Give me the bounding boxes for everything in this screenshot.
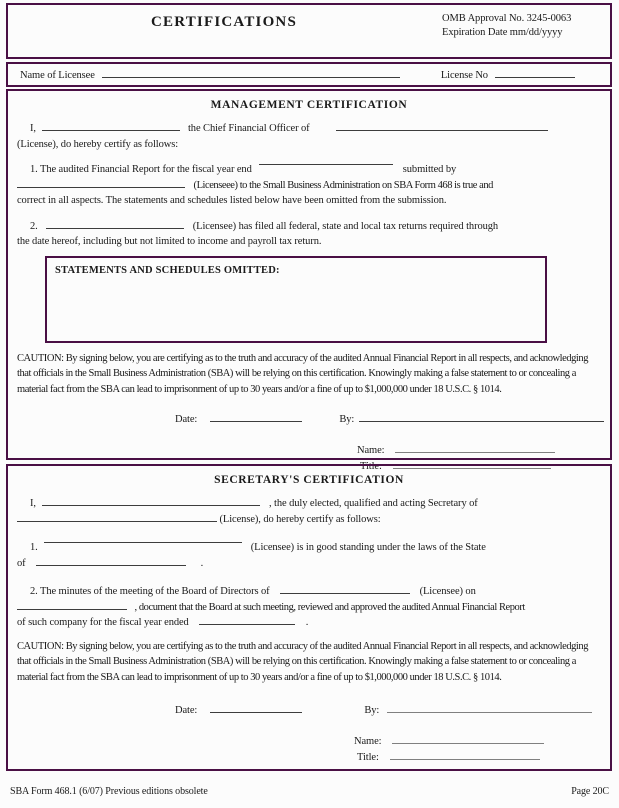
management-caution: CAUTION: By signing below, you are certifying as to the truth and accuracy of the audited Annual Financial Report in all respects, and acknowledging that officials in the Small Business Administration (SBA) will be relying on this certification. Knowingly making a false statement to or concealing a material fact from the SBA can lead to imprisonment of up to 30 years and/or a fine of up to $1,000,000 under 18 U.S.C. § 1014. — [17, 352, 589, 395]
management-item2-line2: the date hereof, including but not limited to income and payroll tax return. — [17, 236, 322, 247]
mgmt-license-name-field[interactable] — [336, 121, 548, 131]
management-name-row — [17, 443, 601, 458]
secretary-intro-line2 — [17, 512, 601, 528]
mgmt-date-field[interactable] — [210, 412, 302, 422]
item2-text-c: , document that the Board at such meeting, reviewed and approved the audited Annual Financial Report — [134, 601, 525, 613]
item1-number: 1. — [30, 542, 38, 553]
item1-text-b: submitted by — [402, 164, 457, 175]
item2-text-b: (Licensee) on — [419, 586, 476, 597]
by-label: By: — [364, 705, 380, 716]
secretary-heading: SECRETARY'S CERTIFICATION — [214, 474, 404, 486]
secretary-board-licensee-field[interactable] — [280, 584, 410, 594]
management-heading: MANAGEMENT CERTIFICATION — [210, 99, 408, 111]
intro-i-text: I, — [30, 123, 36, 134]
item1-text-a: 1. The audited Financial Report for the fiscal year end — [30, 164, 252, 175]
secretary-name-row — [17, 734, 601, 749]
page-number: Page 20C — [571, 786, 609, 797]
item1-period: . — [200, 557, 204, 569]
secretary-fiscal-year-field[interactable] — [199, 615, 295, 625]
management-section — [6, 89, 612, 472]
licensee-name-field[interactable] — [102, 68, 400, 78]
page-footer — [0, 786, 619, 797]
secretary-license-name-field[interactable] — [17, 512, 217, 522]
item1-text: (Licensee) is in good standing under the laws of the State — [250, 542, 486, 553]
secretary-date-field[interactable] — [210, 703, 302, 713]
management-signature-row — [17, 412, 601, 427]
secretary-intro-line1 — [17, 496, 601, 512]
title-label: Title: — [360, 461, 382, 472]
item2-text-d: of such company for the fiscal year ended — [17, 617, 189, 628]
management-intro-line2: (License), do hereby certify as follows: — [17, 138, 179, 150]
intro-cfo-text: the Chief Financial Officer of — [187, 123, 310, 134]
secretary-section — [6, 464, 612, 771]
item2-period: . — [305, 617, 309, 628]
secretary-item1-line2 — [17, 556, 601, 572]
date-label: Date: — [175, 414, 198, 425]
by-label: By: — [339, 414, 355, 425]
management-item1-line2 — [17, 178, 601, 194]
mgmt-name-field[interactable] — [395, 443, 555, 453]
secretary-by-signature-field[interactable] — [387, 703, 592, 713]
expiration-date: Expiration Date mm/dd/yyyy — [442, 27, 563, 38]
form-id: SBA Form 468.1 (6/07) Previous editions obsolete — [10, 786, 208, 797]
item2-text-a: 2. The minutes of the meeting of the Board of Directors of — [30, 586, 270, 597]
page-title: CERTIFICATIONS — [150, 14, 298, 30]
secretary-item1-line1 — [17, 540, 601, 556]
date-label: Date: — [175, 705, 198, 716]
management-item1-line3: correct in all aspects. The statements and schedules listed below have been omitted from the submission. — [17, 195, 447, 206]
intro-rest-text: , the duly elected, qualified and acting Secretary of — [268, 498, 478, 509]
omb-approval-number: OMB Approval No. 3245-0063 — [442, 13, 572, 24]
licensee-bar — [6, 62, 612, 87]
secretary-licensee-field[interactable] — [44, 542, 242, 543]
mgmt-officer-name-field[interactable] — [42, 121, 180, 131]
item1-of-text: of — [17, 557, 26, 569]
secretary-state-field[interactable] — [36, 556, 186, 566]
item1-text-c: (Licenseee) to the Small Business Administration on SBA Form 468 is true and — [193, 179, 493, 191]
license-no-field[interactable] — [495, 68, 575, 78]
mgmt-by-signature-field[interactable] — [359, 412, 604, 422]
intro-i-text: I, — [30, 498, 36, 509]
header-box — [6, 3, 612, 59]
mgmt-tax-licensee-field[interactable] — [46, 219, 184, 229]
intro-line2-text: (License), do hereby certify as follows: — [219, 513, 381, 525]
secretary-item2-line2 — [17, 600, 601, 616]
secretary-caution: CAUTION: By signing below, you are certifying as to the truth and accuracy of the audited Annual Financial Report in all respects, and acknowledging that officials in the Small Business Administration (SBA) will be relying on this certification. Knowingly making a false statement to or concealing a material fact from the SBA can lead to imprisonment of up to 30 years and/or a fine of up to $1,000,000 under 18 U.S.C. § 1014. — [17, 640, 589, 683]
management-item1-line1 — [17, 162, 601, 178]
title-label: Title: — [357, 752, 379, 763]
secretary-item2-line1 — [17, 584, 601, 600]
omb-block — [442, 12, 571, 40]
secretary-meeting-date-field[interactable] — [17, 600, 127, 610]
secretary-signature-row — [17, 703, 601, 718]
name-label: Name: — [357, 445, 385, 456]
name-label: Name: — [354, 736, 382, 747]
secretary-title-field[interactable] — [390, 750, 540, 760]
item2-text: (Licensee) has filed all federal, state and local tax returns required through — [192, 220, 499, 232]
statements-omitted-box[interactable] — [45, 256, 547, 343]
secretary-title-row — [17, 750, 601, 765]
mgmt-licensee-name-field[interactable] — [17, 178, 185, 188]
secretary-item2-line3 — [17, 615, 601, 631]
item2-number: 2. — [30, 220, 38, 232]
secretary-name-field-line[interactable] — [392, 734, 544, 744]
licensee-name-label: Name of Licensee — [20, 70, 95, 81]
secretary-name-field[interactable] — [42, 496, 260, 506]
mgmt-fiscal-year-end-field[interactable] — [259, 164, 393, 165]
statements-omitted-label: STATEMENTS AND SCHEDULES OMITTED: — [55, 264, 280, 276]
management-item2-line1 — [17, 219, 601, 235]
management-intro-line1 — [17, 121, 601, 137]
license-no-label: License No — [440, 70, 488, 81]
